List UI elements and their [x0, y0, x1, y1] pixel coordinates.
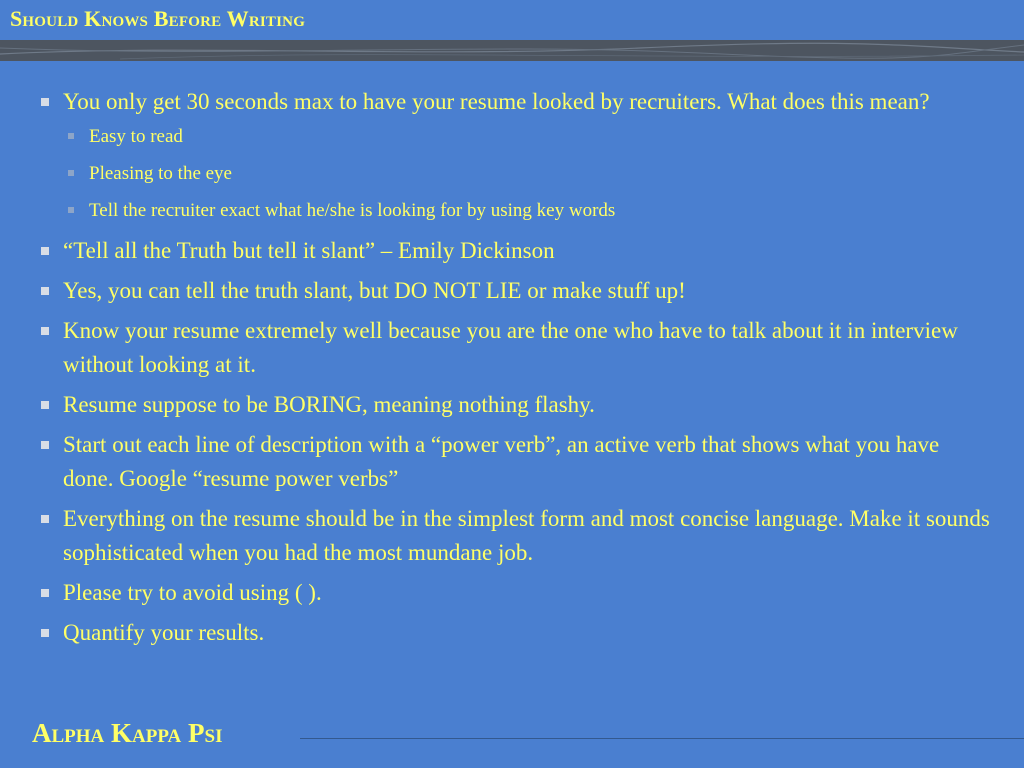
bullet-item: [40, 234, 990, 268]
bullet-item: [40, 314, 990, 382]
square-bullet-icon: [41, 441, 49, 449]
bullet-item: [40, 85, 990, 224]
bullet-content: [40, 85, 990, 656]
bullet-text: “Tell all the Truth but tell it slant” – Emily Dickinson: [63, 238, 555, 263]
bullet-item: [40, 502, 990, 570]
square-bullet-icon: [41, 629, 49, 637]
bullet-text: Please try to avoid using ( ).: [63, 580, 322, 605]
footer-divider: [300, 738, 1024, 739]
sub-bullet-item: [63, 197, 990, 224]
bullet-text: Resume suppose to be BORING, meaning nothing flashy.: [63, 392, 595, 417]
bullet-text: Quantify your results.: [63, 620, 265, 645]
square-bullet-icon: [41, 515, 49, 523]
square-bullet-icon: [41, 327, 49, 335]
square-sub-bullet-icon: [68, 133, 74, 139]
sub-bullet-item: [63, 160, 990, 187]
title-band: [0, 40, 1024, 61]
square-sub-bullet-icon: [68, 207, 74, 213]
bullet-item: [40, 388, 990, 422]
square-bullet-icon: [41, 589, 49, 597]
square-bullet-icon: [41, 247, 49, 255]
bullet-text: Everything on the resume should be in the simplest form and most concise language. Make it sounds sophisticated when you had the most mundane job.: [63, 506, 990, 565]
sub-bullet-list: [63, 123, 990, 224]
bullet-text: You only get 30 seconds max to have your resume looked by recruiters. What does this mean?: [63, 89, 930, 114]
bullet-text: Yes, you can tell the truth slant, but DO NOT LIE or make stuff up!: [63, 278, 686, 303]
bullet-item: [40, 576, 990, 610]
footer-org-name: Alpha Kappa Psi: [32, 718, 223, 748]
square-bullet-icon: [41, 401, 49, 409]
sub-bullet-text: Tell the recruiter exact what he/she is looking for by using key words: [89, 200, 616, 221]
square-bullet-icon: [41, 98, 49, 106]
bullet-list: [40, 85, 990, 650]
square-bullet-icon: [41, 287, 49, 295]
bullet-item: [40, 616, 990, 650]
slide-title: Should Knows Before Writing: [10, 6, 306, 31]
square-sub-bullet-icon: [68, 170, 74, 176]
sub-bullet-text: Easy to read: [89, 126, 183, 147]
bullet-item: [40, 274, 990, 308]
title-band-swoosh: [0, 40, 1024, 61]
bullet-text: Start out each line of description with a “power verb”, an active verb that shows what you have done. Google “resume power verbs”: [63, 432, 940, 491]
sub-bullet-item: [63, 123, 990, 150]
sub-bullet-text: Pleasing to the eye: [89, 163, 232, 184]
bullet-text: Know your resume extremely well because you are the one who have to talk about it in interview without looking at it.: [63, 318, 958, 377]
bullet-item: [40, 428, 990, 496]
